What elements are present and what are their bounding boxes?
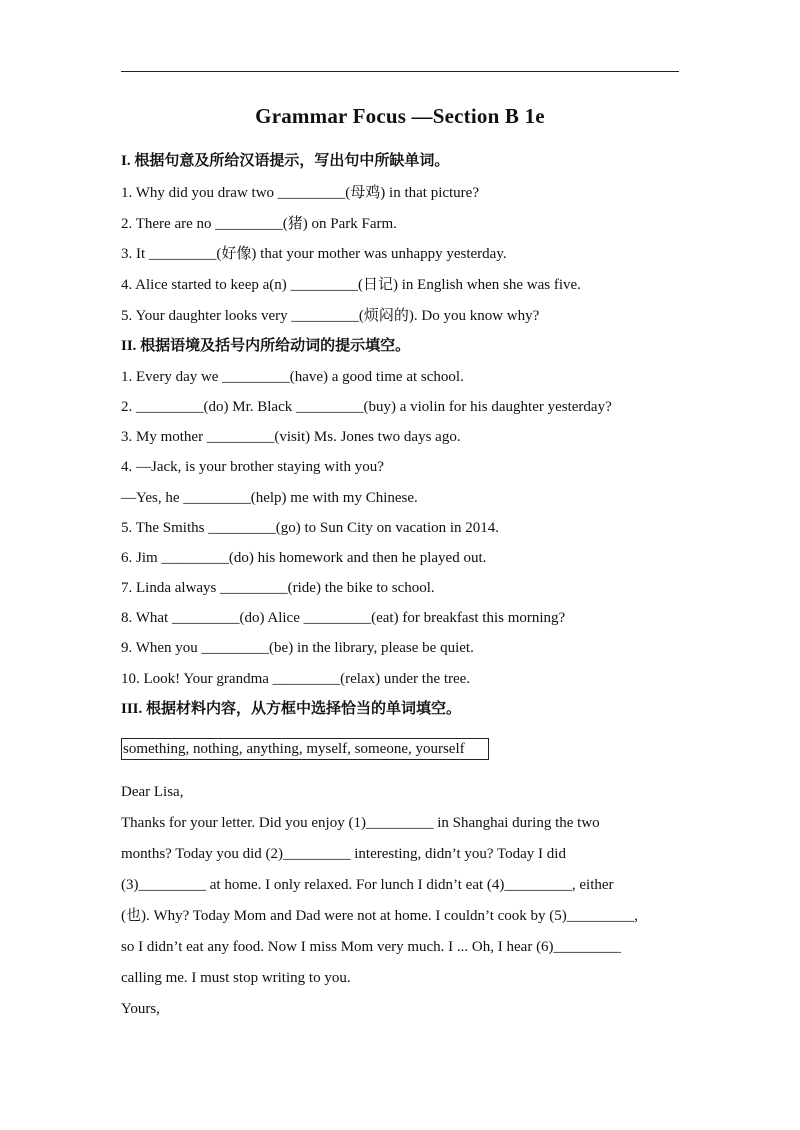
question-2-6: 6. Jim _________(do) his homework and then he played out. <box>121 550 487 566</box>
section-1-heading: I. 根据句意及所给汉语提示，写出句中所缺单词。 <box>121 153 450 169</box>
letter-greeting: Dear Lisa, <box>121 784 184 800</box>
letter-line-3: (3)_________ at home. I only relaxed. For lunch I didn’t eat (4)_________, either <box>121 877 614 893</box>
word-box: something, nothing, anything, myself, someone, yourself <box>121 738 489 760</box>
question-2-7: 7. Linda always _________(ride) the bike to school. <box>121 580 435 596</box>
question-2-10: 10. Look! Your grandma _________(relax) under the tree. <box>121 671 471 687</box>
letter-line-1: Thanks for your letter. Did you enjoy (1)_________ in Shanghai during the two <box>121 815 600 831</box>
question-2-3: 3. My mother _________(visit) Ms. Jones two days ago. <box>121 429 461 445</box>
question-2-2: 2. _________(do) Mr. Black _________(buy) a violin for his daughter yesterday? <box>121 399 612 415</box>
question-1-5: 5. Your daughter looks very _________(烦闷的). Do you know why? <box>121 308 540 324</box>
section-3-heading: III. 根据材料内容，从方框中选择恰当的单词填空。 <box>121 701 462 717</box>
question-2-8: 8. What _________(do) Alice _________(eat) for breakfast this morning? <box>121 610 566 626</box>
letter-line-6: calling me. I must stop writing to you. <box>121 970 351 986</box>
question-1-3: 3. It _________(好像) that your mother was unhappy yesterday. <box>121 246 507 262</box>
question-2-4b: —Yes, he _________(help) me with my Chinese. <box>121 490 418 506</box>
question-2-5: 5. The Smiths _________(go) to Sun City on vacation in 2014. <box>121 520 500 536</box>
top-rule <box>121 71 679 72</box>
letter-line-5: so I didn’t eat any food. Now I miss Mom very much. I ... Oh, I hear (6)_________ <box>121 939 622 955</box>
section-2-heading: II. 根据语境及括号内所给动词的提示填空。 <box>121 338 411 354</box>
question-2-1: 1. Every day we _________(have) a good time at school. <box>121 369 464 385</box>
page-title: Grammar Focus —Section B 1e <box>255 104 545 128</box>
question-1-2: 2. There are no _________(猪) on Park Farm. <box>121 216 397 232</box>
letter-line-2: months? Today you did (2)_________ interesting, didn’t you? Today I did <box>121 846 566 862</box>
letter-closing: Yours, <box>121 1001 160 1017</box>
question-2-9: 9. When you _________(be) in the library, please be quiet. <box>121 640 474 656</box>
question-1-4: 4. Alice started to keep a(n) _________(日记) in English when she was five. <box>121 277 581 293</box>
question-2-4a: 4. —Jack, is your brother staying with you? <box>121 459 384 475</box>
question-1-1: 1. Why did you draw two _________(母鸡) in that picture? <box>121 185 479 201</box>
letter-line-4: (也). Why? Today Mom and Dad were not at home. I couldn’t cook by (5)_________, <box>121 908 639 924</box>
